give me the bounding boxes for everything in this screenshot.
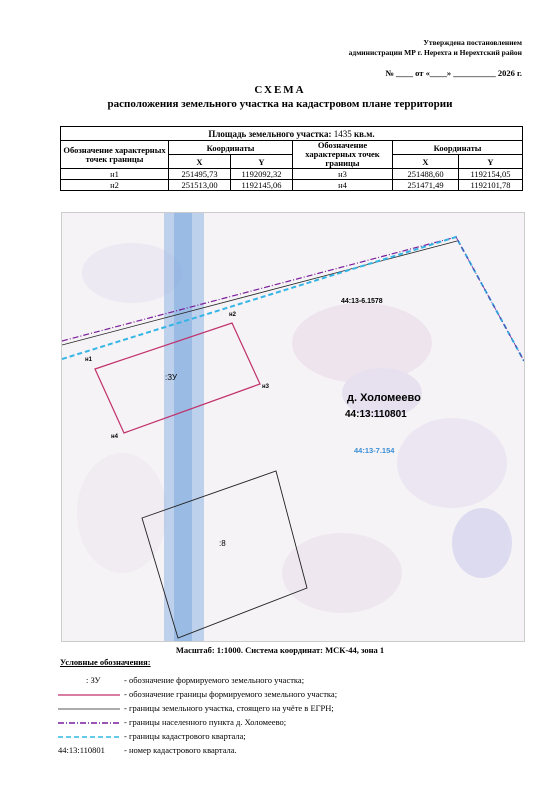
approval-line-1: Утверждена постановлением bbox=[423, 38, 522, 47]
approval-number-line: № ____ от «____» __________ 2026 г. bbox=[385, 68, 522, 78]
header-coords-left: Координаты bbox=[169, 141, 293, 155]
header-x-right: X bbox=[393, 155, 459, 169]
point-x: 251495,73 bbox=[169, 169, 231, 180]
legend-text: - границы кадастрового квартала; bbox=[124, 731, 246, 741]
point-y: 1192145,06 bbox=[231, 180, 293, 191]
document-title: СХЕМА bbox=[254, 84, 306, 96]
point-label-n3: н3 bbox=[262, 384, 269, 390]
legend-symbol-egrn-line bbox=[58, 707, 120, 711]
legend-text: - обозначение границы формируемого земельного участка; bbox=[124, 689, 338, 699]
point-name: н2 bbox=[61, 180, 169, 191]
parcel-label: :ЗУ bbox=[165, 373, 178, 382]
header-designation-left: Обозначение характерных точек границы bbox=[61, 141, 169, 169]
existing-parcel-label: :8 bbox=[219, 539, 226, 548]
map-imagery bbox=[77, 243, 512, 613]
legend-symbol-parcel: : ЗУ bbox=[86, 675, 101, 685]
map-drawing bbox=[62, 213, 524, 641]
point-name: н1 bbox=[61, 169, 169, 180]
header-y-right: Y bbox=[459, 155, 523, 169]
point-x: 251488,60 bbox=[393, 169, 459, 180]
legend-text: - границы населенного пункта д. Холомеево; bbox=[124, 717, 287, 727]
area-label: Площадь земельного участка: bbox=[208, 128, 332, 139]
legend-title: Условные обозначения: bbox=[60, 657, 151, 667]
point-label-n1: н1 bbox=[85, 357, 92, 363]
cadastral-parcel-number: 44:13-6.1578 bbox=[341, 298, 383, 305]
zone-number: 44:13-7.154 bbox=[354, 446, 395, 455]
table-row bbox=[61, 169, 523, 180]
header-designation-right: Обозначение характерных точек границы bbox=[293, 141, 393, 169]
legend-text: - обозначение формируемого земельного участка; bbox=[124, 675, 305, 685]
table-row bbox=[61, 180, 523, 191]
header-y-left: Y bbox=[231, 155, 293, 169]
point-y: 1192101,78 bbox=[459, 180, 523, 191]
legend-symbol-quarter-line bbox=[58, 734, 120, 740]
quarter-number: 44:13:110801 bbox=[345, 409, 407, 420]
point-name: н3 bbox=[293, 169, 393, 180]
area-cell bbox=[61, 127, 523, 141]
point-y: 1192154,05 bbox=[459, 169, 523, 180]
point-label-n4: н4 bbox=[111, 434, 118, 440]
point-x: 251471,49 bbox=[393, 180, 459, 191]
legend-symbol-quarter-number: 44:13:110801 bbox=[58, 745, 105, 755]
legend-text: - номер кадастрового квартала. bbox=[124, 745, 237, 755]
coordinates-table bbox=[60, 126, 523, 191]
cadastral-map bbox=[61, 212, 525, 642]
area-unit: кв.м. bbox=[353, 128, 375, 139]
legend-symbol-parcel-line bbox=[58, 693, 120, 697]
header-coords-right: Координаты bbox=[393, 141, 523, 155]
legend-text: - границы земельного участка, стоящего на учёте в ЕГРН; bbox=[124, 703, 334, 713]
approval-line-2: администрации МР г. Нерехта и Нерехтский район bbox=[348, 48, 522, 57]
document-subtitle: расположения земельного участка на кадастровом плане территории bbox=[107, 98, 453, 110]
legend-symbol-settlement-line bbox=[58, 720, 120, 726]
header-x-left: X bbox=[169, 155, 231, 169]
area-value: 1435 bbox=[333, 128, 352, 139]
point-label-n2: н2 bbox=[229, 312, 236, 318]
scale-line: Масштаб: 1:1000. Система координат: МСК-44, зона 1 bbox=[175, 645, 385, 655]
point-name: н4 bbox=[293, 180, 393, 191]
settlement-name: д. Холомеево bbox=[347, 392, 421, 404]
point-y: 1192092,32 bbox=[231, 169, 293, 180]
point-x: 251513,00 bbox=[169, 180, 231, 191]
